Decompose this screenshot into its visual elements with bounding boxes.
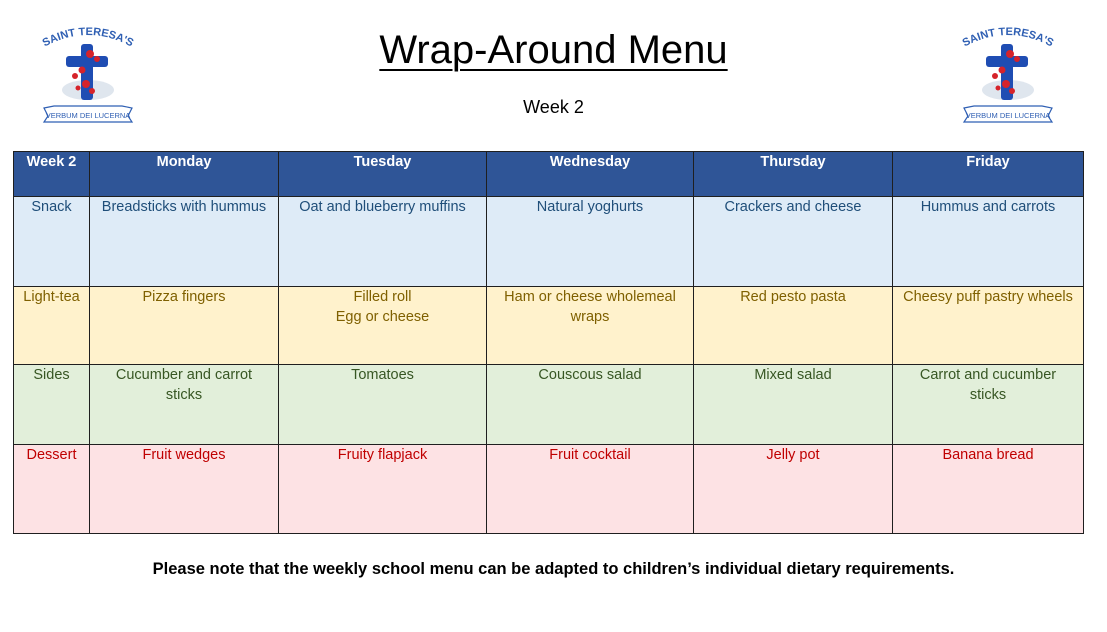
table-row-dessert [14,445,1084,534]
menu-cell: Fruit wedges [90,445,279,534]
menu-cell: Hummus and carrots [893,197,1084,287]
menu-cell: Pizza fingers [90,287,279,365]
menu-cell: Mixed salad [694,365,893,445]
row-label: Dessert [14,445,90,534]
svg-text:SAINT TERESA'S: SAINT TERESA'S [40,26,136,50]
menu-cell: Jelly pot [694,445,893,534]
menu-cell: Couscous salad [487,365,694,445]
row-label: Snack [14,197,90,287]
week-subtitle: Week 2 [523,97,584,117]
menu-cell: Carrot and cucumber sticks [893,365,1084,445]
table-row-sides [14,365,1084,445]
menu-cell: Cheesy puff pastry wheels [893,287,1084,365]
menu-cell: Filled roll Egg or cheese [279,287,487,365]
menu-table [13,151,1084,534]
menu-cell: Oat and blueberry muffins [279,197,487,287]
menu-cell: Fruit cocktail [487,445,694,534]
table-header-row [14,152,1084,197]
header-monday: Monday [90,152,279,197]
menu-cell: Red pesto pasta [694,287,893,365]
header-thursday: Thursday [694,152,893,197]
menu-cell: Cucumber and carrot sticks [90,365,279,445]
svg-text:VERBUM DEI LUCERNA: VERBUM DEI LUCERNA [45,111,131,120]
header-week: Week 2 [14,152,90,197]
row-label: Light-tea [14,287,90,365]
menu-cell: Crackers and cheese [694,197,893,287]
row-label: Sides [14,365,90,445]
menu-cell: Natural yoghurts [487,197,694,287]
table-row-snack [14,197,1084,287]
svg-text:VERBUM DEI LUCERNA: VERBUM DEI LUCERNA [965,111,1051,120]
dietary-note: Please note that the weekly school menu can be adapted to children’s individual dietary requirements. [152,560,955,578]
menu-cell: Ham or cheese wholemeal wraps [487,287,694,365]
menu-cell: Breadsticks with hummus [90,197,279,287]
header-friday: Friday [893,152,1084,197]
header-tuesday: Tuesday [279,152,487,197]
menu-cell: Tomatoes [279,365,487,445]
menu-cell: Fruity flapjack [279,445,487,534]
header-wednesday: Wednesday [487,152,694,197]
page-title: Wrap-Around Menu [379,28,728,72]
menu-cell: Banana bread [893,445,1084,534]
svg-text:SAINT TERESA'S: SAINT TERESA'S [960,26,1056,50]
table-row-light-tea [14,287,1084,365]
